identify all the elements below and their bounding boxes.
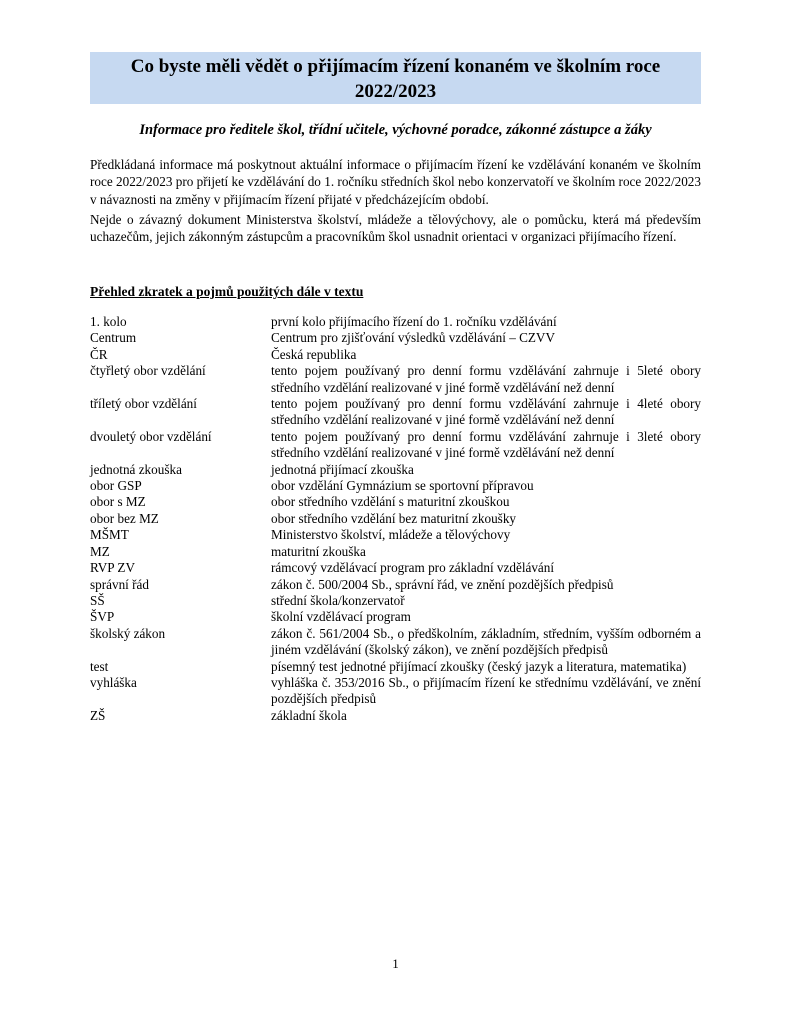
glossary-term: SŠ [90,592,105,608]
document-title-line1: Co byste měli vědět o přijímacím řízení konaném ve školním roce [130,56,661,77]
glossary-row [90,560,701,576]
glossary-definition: Ministerstvo školství, mládeže a tělovýchovy [271,527,511,543]
glossary-row [90,330,701,346]
glossary-term: MZ [90,543,110,559]
disclaimer-paragraph: Nejde o závazný dokument Ministerstva školství, mládeže a tělovýchovy, ale o pomůcku, která má především uchazečům, jejich zákonným zástupcům a pracovníkům škol usnadnit orientaci v organizaci přijímacího řízení. [90,212,701,245]
glossary-definition: zákon č. 500/2004 Sb., správní řád, ve znění pozdějších předpisů [271,576,614,592]
glossary-term: školský zákon [90,625,166,641]
glossary-definition: Centrum pro zjišťování výsledků vzdělávání – CZVV [271,330,555,346]
glossary-term: dvouletý obor vzdělání [90,428,212,444]
glossary-row [90,511,701,527]
document-title [90,52,701,104]
glossary-row [90,659,701,675]
glossary-row [90,609,701,625]
glossary-row [90,363,701,396]
glossary-row [90,577,701,593]
glossary-row [90,626,701,659]
glossary-term: tříletý obor vzdělání [90,396,197,412]
glossary-term: ZŠ [90,707,106,723]
document-title-line2: 2022/2023 [354,81,437,102]
glossary-definition: obor středního vzdělání s maturitní zkouškou [271,494,510,510]
glossary-row [90,347,701,363]
glossary-row [90,478,701,494]
glossary-definition: Česká republika [271,346,357,362]
glossary-term: vyhláška [90,674,137,690]
glossary-definition: tento pojem používaný pro denní formu vzdělávání zahrnuje i 4leté obory středního vzdělání realizované v jiné formě vzdělávání než denní [271,396,701,428]
glossary-definition: první kolo přijímacího řízení do 1. ročníku vzdělávání [271,314,557,329]
document-subtitle: Informace pro ředitele škol, třídní učitele, výchovné poradce, zákonné zástupce a žáky [139,122,652,138]
glossary-row [90,675,701,708]
glossary-definition: tento pojem používaný pro denní formu vzdělávání zahrnuje i 3leté obory středního vzdělání realizované v jiné formě vzdělávání než denní [271,428,701,461]
glossary-definition: vyhláška č. 353/2016 Sb., o přijímacím řízení ke střednímu vzdělávání, ve znění pozdějších předpisů [271,674,701,707]
glossary-row [90,708,701,724]
glossary-definition: obor středního vzdělání bez maturitní zkoušky [271,510,517,526]
glossary-row [90,544,701,560]
glossary-row [90,527,701,543]
glossary-term: RVP ZV [90,560,135,576]
page-number: 1 [392,956,399,971]
glossary-term: test [90,658,109,674]
glossary-row [90,593,701,609]
glossary-term: obor s MZ [90,494,146,510]
glossary-definition: tento pojem používaný pro denní formu vzdělávání zahrnuje i 5leté obory středního vzdělání realizované v jiné formě vzdělávání než denní [271,363,701,395]
glossary-term: ČR [90,346,108,362]
glossary-definition: školní vzdělávací program [271,609,411,625]
glossary-definition: obor vzdělání Gymnázium se sportovní přípravou [271,478,534,494]
glossary-definition: střední škola/konzervatoř [271,592,405,608]
glossary-definition: rámcový vzdělávací program pro základní vzdělávání [271,560,555,576]
glossary-term: Centrum [90,330,137,346]
intro-paragraph: Předkládaná informace má poskytnout aktuální informace o přijímacím řízení ke vzdělávání konaném ve školním roce 2022/2023 pro přijetí ke vzdělávání do 1. ročníku středních škol nebo konzervatoří ve školním roce 2022/2023 v návaznosti na změny v přijímacím řízení přijaté v předcházejícím období. [90,157,701,207]
glossary-definition: maturitní zkouška [271,543,366,559]
glossary-row [90,314,701,330]
glossary-term: ŠVP [90,609,115,625]
glossary-definition: základní škola [271,707,347,723]
glossary-definition: jednotná přijímací zkouška [271,461,414,477]
glossary-row [90,396,701,429]
glossary-term: 1. kolo [90,314,127,329]
glossary-definition: písemný test jednotné přijímací zkoušky (český jazyk a literatura, matematika) [271,658,687,674]
glossary-row [90,494,701,510]
glossary-term: MŠMT [90,527,129,543]
glossary-term: obor GSP [90,478,142,494]
glossary-row [90,429,701,462]
glossary-definition: zákon č. 561/2004 Sb., o předškolním, základním, středním, vyšším odborném a jiném vzdělávání (školský zákon), ve znění pozdějších předpisů [271,625,701,658]
glossary-row [90,462,701,478]
glossary-term: správní řád [90,576,149,592]
glossary-term: čtyřletý obor vzdělání [90,363,206,379]
glossary-term: jednotná zkouška [90,461,182,477]
glossary-term: obor bez MZ [90,510,159,526]
glossary-list [90,314,701,724]
glossary-heading: Přehled zkratek a pojmů použitých dále v textu [90,284,364,299]
